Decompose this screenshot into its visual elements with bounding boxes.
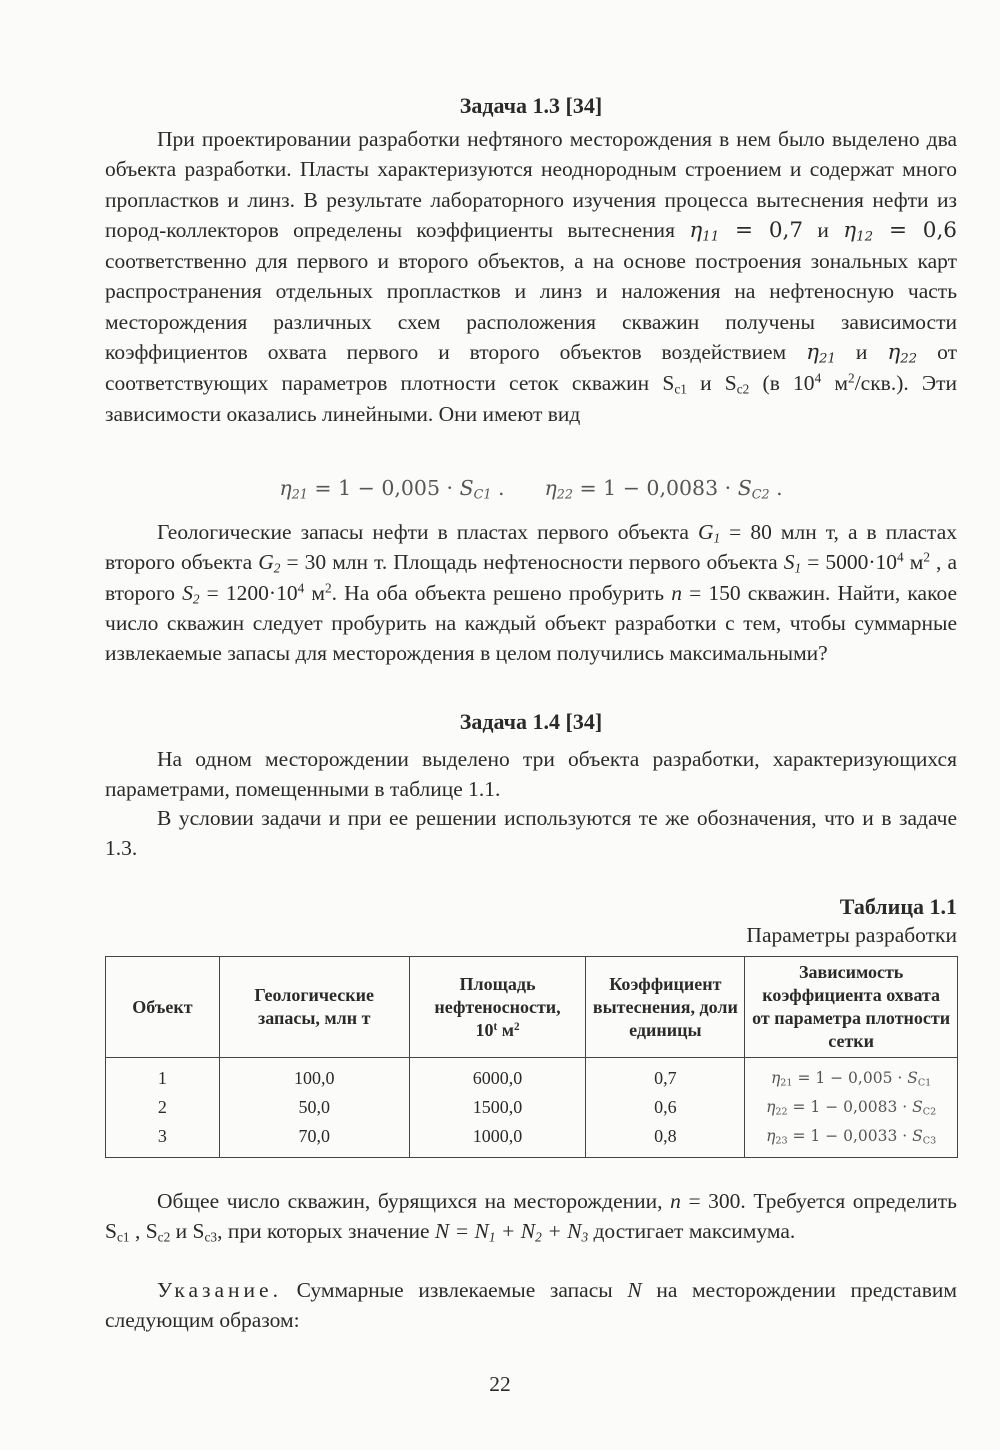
task-1-4-paragraph-3: Общее число скважин, бурящихся на месторождении, n = 300. Требуется определить $S_{c1}$ , $S_{c2}$ и $S_{c3}$, при которых значение $N = N_1 + N_2 + N_3$ достигает максимума. xyxy=(105,1189,957,1246)
task-1-4-paragraph-1: На одном месторождении выделено три объекта разработки, характеризующихся параметрами, помещенными в таблице 1.1. xyxy=(105,747,957,802)
task-1-4-heading: Задача 1.4 [34] xyxy=(459,709,603,734)
formula-eta21: $\eta_{21} = 1 - 0,005 \cdot S_{C1}$ . xyxy=(279,476,505,502)
table-subtitle: Параметры разработки xyxy=(746,923,957,947)
task-1-4-paragraph-2: В условии задачи и при ее решении используются те же обозначения, что и в задаче 1.3. xyxy=(105,806,957,861)
table-row: 2 50,0 1500,0 0,6 $\eta_{22} = 1 - 0,0083 \cdot S_{C2}$ xyxy=(106,1093,958,1122)
header-coverage-dependency: Зависимость коэффициента охвата от параметра плотности сетки xyxy=(745,957,958,1058)
page-number: 22 xyxy=(489,1372,511,1396)
header-area: Площадь нефтеносности, 10$^t$ $м^2$ xyxy=(409,957,586,1058)
instruction-paragraph: Указание. Суммарные извлекаемые запасы N на месторождении представим следующим образом: xyxy=(105,1278,957,1333)
formula-eta22: $\eta_{22} = 1 - 0,0083 \cdot S_{C2}$ . xyxy=(544,476,783,502)
header-displacement: Коэффициент вытеснения, доли единицы xyxy=(586,957,745,1058)
parameters-table xyxy=(105,956,958,1158)
coverage-formulas xyxy=(105,473,957,504)
task-1-3-paragraph-2: Геологические запасы нефти в пластах первого объекта $G_1 = 80$ млн т, а в пластах второго объекта $G_2 = 30$ млн т. Площадь нефтеносности первого объекта $S_1 = 5000\cdot 10^4$ $м^2$ , а второго $S_2 = 1200\cdot 10^4$ $м^2$. На оба объекта решено пробурить n = 150 скважин. Найти, какое число скважин следует пробурить на каждый объект разработки с тем, чтобы суммарные извлекаемые запасы для месторождения в целом получились максимальными? xyxy=(105,520,957,666)
table-title: Таблица 1.1 xyxy=(839,894,957,919)
table-row: 3 70,0 1000,0 0,8 $\eta_{23} = 1 - 0,0033 \cdot S_{C3}$ xyxy=(106,1122,958,1158)
header-reserves: Геологические запасы, млн т xyxy=(219,957,409,1058)
task-1-3-heading: Задача 1.3 [34] xyxy=(459,93,603,118)
header-object: Объект xyxy=(106,957,220,1058)
table-row: 1 100,0 6000,0 0,7 $\eta_{21} = 1 - 0,005 \cdot S_{C1}$ xyxy=(106,1058,958,1094)
table-header-row xyxy=(106,957,958,1058)
task-1-3-paragraph-1: При проектировании разработки нефтяного месторождения в нем было выделено два объекта разработки. Пласты характеризуются неоднородным строением и содержат много пропластков и линз. В результате лабораторного изучения процесса вытеснения нефти из пород-коллекторов определены коэффициенты вытеснения $\eta_{11} = 0,7$ и $\eta_{12} = 0,6$ соответственно для первого и второго объектов, а на основе построения зональных карт распространения отдельных пропластков и линз и наложения на нефтеносную часть месторождения различных схем расположения скважин получены зависимости коэффициентов охвата первого и второго объектов воздействием $\eta_{21}$ и $\eta_{22}$ от соответствующих параметров плотности сеток скважин $S_{c1}$ и $S_{c2}$ (в $10^4$ $м^2/скв$.). Эти зависимости оказались линейными. Они имеют вид xyxy=(105,127,958,426)
